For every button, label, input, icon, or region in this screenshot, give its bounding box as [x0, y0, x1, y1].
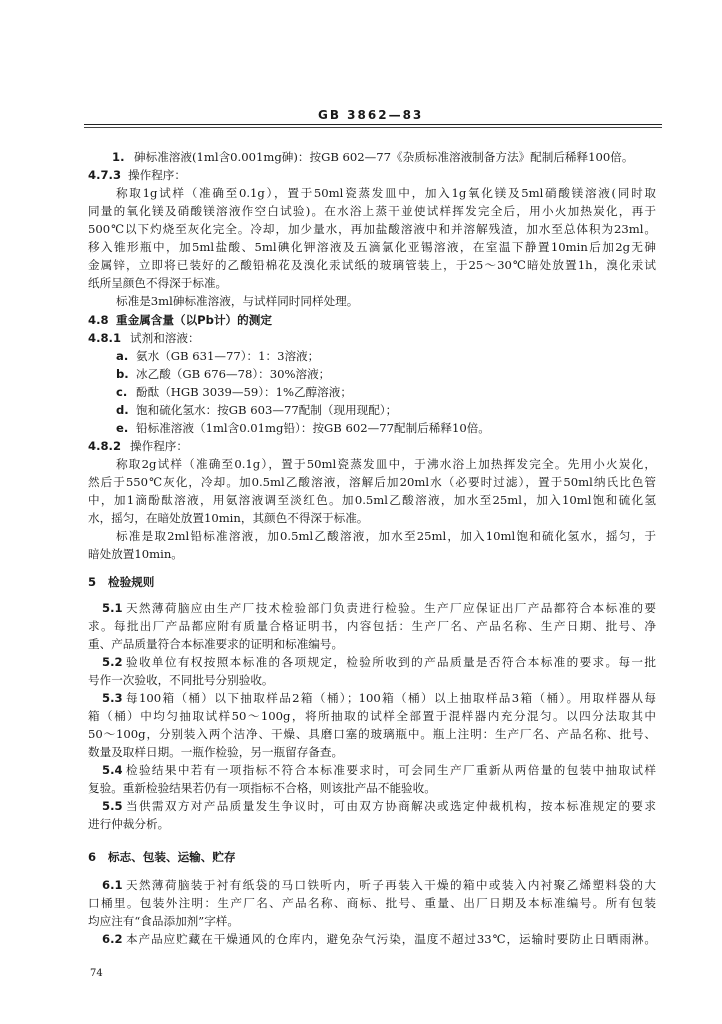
text-line: 箱（桶）中均匀抽取试样50～100g，将所抽取的试样全部置于混样器内充分混匀。以四分法取其中 — [88, 709, 656, 723]
section-number: 5.4 — [102, 763, 123, 777]
section-number: 5.1 — [102, 601, 123, 615]
standard-number-header: GB 3862—83 — [318, 108, 424, 122]
section-number: 5.2 — [102, 655, 123, 669]
section-number: 6.1 — [102, 878, 123, 892]
text-line: 500℃以下灼烧至灰化完全。冷却，加少量水，再加盐酸溶液中和并溶解残渣，加水至总体积为23ml。 — [88, 222, 656, 236]
text-line: 中，加1滴酚酞溶液，用氨溶液调至淡红色。加0.5ml乙酸溶液，加水至25ml，加入10ml饱和硫化氢 — [88, 493, 656, 507]
section-number: 6.2 — [102, 932, 123, 946]
section-number: e. — [116, 421, 129, 435]
text-line: 口桶里。包装外注明：生产厂名、产品名称、商标、批号、重量、出厂日期及本标准编号。所有包装 — [88, 896, 656, 910]
section-number: 4.8.2 — [88, 439, 122, 453]
header-rule — [84, 124, 662, 125]
text-line: 移入锥形瓶中，加5ml盐酸、5ml碘化钾溶液及五滴氯化亚锡溶液，在室温下静置10min后加2g无砷 — [88, 240, 656, 254]
text-line: 号作一次验收，不同批号分别验收。 — [88, 673, 274, 687]
text-line: 铅标准溶液（1ml含0.01mg铅）：按GB 602—77配制后稀释10倍。 — [136, 421, 490, 435]
section-number: a. — [116, 349, 129, 363]
text-line: 均应注有“食品添加剂”字样。 — [88, 914, 239, 928]
text-line: 标准是3ml砷标准溶液，与试样同时同样处理。 — [116, 294, 359, 308]
section-number: 4.8.1 — [88, 331, 122, 345]
text-line: 操作程序： — [128, 168, 186, 182]
section-number: 5 — [88, 575, 97, 589]
text-line: 砷标准溶液(1ml含0.001mg砷)：按GB 602—77《杂质标准溶液制备方法》配制后稀释100倍。 — [134, 150, 634, 164]
section-heading: 标志、包装、运输、贮存 — [108, 850, 236, 864]
text-line: 饱和硫化氢水：按GB 603—77配制（现用现配）； — [136, 403, 398, 417]
section-number: 6 — [88, 850, 97, 864]
text-line: 水，摇匀，在暗处放置10min，其颜色不得深于标准。 — [88, 511, 369, 525]
text-line: 然后于550℃灰化，冷却。加0.5ml乙酸溶液，溶解后加20ml水（必要时过滤），置于50ml纳氏比色管 — [88, 475, 656, 489]
section-heading: 检验规则 — [108, 575, 155, 589]
text-line: 本产品应贮藏在干燥通风的仓库内，避免杂气污染，温度不超过33℃，运输时要防止日晒雨淋。 — [126, 932, 656, 946]
text-line: 纸所呈颜色不得深于标准。 — [88, 276, 228, 290]
text-line: 称取1g试样（准确至0.1g），置于50ml瓷蒸发皿中，加入1g氧化镁及5ml硝酸镁溶液(同时取 — [116, 186, 656, 200]
text-line: 标准是取2ml铅标准溶液，加0.5ml乙酸溶液，加水至25ml，加入10ml饱和硫化氢水，摇匀，于 — [116, 529, 656, 543]
text-line: 金属锌，立即将已装好的乙酸铅棉花及溴化汞试纸的玻璃管装上，于25～30℃暗处放置1h，溴化汞试 — [88, 258, 656, 272]
text-line: 重、产品质量符合本标准要求的证明和标准编号。 — [88, 637, 344, 651]
text-line: 进行仲裁分析。 — [88, 817, 170, 831]
text-line: 复验。重新检验结果若仍有一项指标不合格，则该批产品不能验收。 — [88, 781, 436, 795]
text-line: 称取2g试样（准确至0.1g），置于50ml瓷蒸发皿中，于沸水浴上加热挥发完全。先用小火炭化， — [116, 457, 656, 471]
header-rule-thin — [84, 127, 662, 128]
text-line: 操作程序： — [130, 439, 188, 453]
text-line: 验收单位有权按照本标准的各项规定，检验所收到的产品质量是否符合本标准的要求。每一批 — [126, 655, 656, 669]
section-heading: 重金属含量（以Pb计）的测定 — [116, 313, 272, 327]
text-line: 试剂和溶液： — [130, 331, 200, 345]
text-line: 酚酞（HGB 3039—59）：1%乙醇溶液； — [136, 385, 352, 399]
section-number: 4.7.3 — [88, 168, 122, 182]
section-number: 5.3 — [102, 691, 123, 705]
text-line: 氨水（GB 631—77）：1：3溶液； — [136, 349, 320, 363]
text-line: 冰乙酸（GB 676—78）：30%溶液； — [136, 367, 331, 381]
text-line: 当供需双方对产品质量发生争议时，可由双方协商解决或选定仲裁机构，按本标准规定的要求 — [126, 799, 656, 813]
section-number: 5.5 — [102, 799, 123, 813]
section-number: b. — [116, 367, 129, 381]
section-number: 4.8 — [88, 313, 109, 327]
text-line: 每100箱（桶）以下抽取样品2箱（桶）；100箱（桶）以上抽取样品3箱（桶）。用取样器从每 — [126, 691, 656, 705]
section-number: c. — [116, 385, 128, 399]
text-line: 同量的氧化镁及硝酸镁溶液作空白试验)。在水浴上蒸干並使试样挥发完全后，用小火加热炭化，再于 — [88, 204, 656, 218]
text-line: 求。每批出厂产品都应附有质量合格证明书，内容包括：生产厂名、产品名称、生产日期、批号、净 — [88, 619, 656, 633]
section-number: 1. — [112, 150, 125, 164]
text-line: 数量及取样日期。一瓶作检验，另一瓶留存备查。 — [88, 745, 344, 759]
text-line: 50～100g，分别装入两个洁净、干燥、具磨口塞的玻璃瓶中。瓶上注明：生产厂名、产品名称、批号、 — [88, 727, 656, 741]
text-line: 检验结果中若有一项指标不符合本标准要求时，可会同生产厂重新从两倍量的包装中抽取试样 — [126, 763, 656, 777]
text-line: 暗处放置10min。 — [88, 547, 183, 561]
page-number: 74 — [90, 968, 103, 979]
section-number: d. — [116, 403, 129, 417]
text-line: 天然薄荷脑应由生产厂技术检验部门负责进行检验。生产厂应保证出厂产品都符合本标准的要 — [126, 601, 656, 615]
text-line: 天然薄荷脑装于衬有纸袋的马口铁听内，听子再装入干燥的箱中或装入内衬聚乙烯塑料袋的大 — [126, 878, 656, 892]
